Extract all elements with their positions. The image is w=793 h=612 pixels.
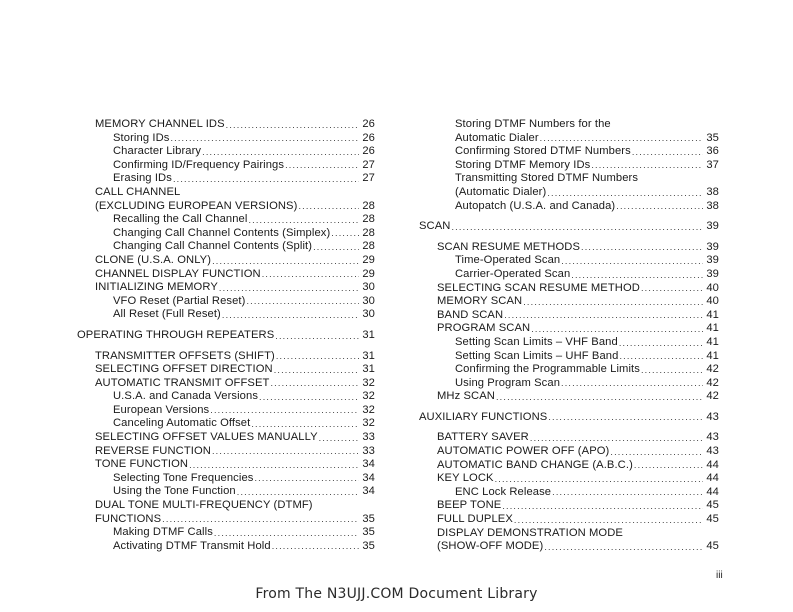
toc-entry-page: 43	[706, 445, 719, 458]
toc-entry-title: FUNCTIONS	[95, 512, 162, 525]
dot-leader	[173, 174, 359, 184]
dot-leader	[619, 351, 703, 361]
dot-leader	[552, 487, 703, 497]
dot-leader	[298, 201, 359, 211]
toc-entry	[419, 350, 719, 364]
toc-entry-page: 41	[706, 349, 719, 362]
dot-leader	[254, 473, 359, 483]
toc-entry-page: 33	[362, 431, 375, 444]
toc-entry-page: 28	[362, 199, 375, 212]
dot-leader	[619, 338, 703, 348]
toc-entry	[419, 486, 719, 500]
toc-entry	[419, 268, 719, 282]
dot-leader	[544, 542, 703, 552]
toc-entry-title: AUTOMATIC POWER OFF (APO)	[437, 445, 610, 458]
toc-entry	[419, 431, 719, 445]
toc-entry-page: 42	[706, 390, 719, 403]
toc-entry-page: 42	[706, 376, 719, 389]
toc-entry-page: 32	[362, 390, 375, 403]
toc-entry-title: ENC Lock Release	[455, 485, 552, 498]
dot-leader	[210, 405, 359, 415]
toc-entry	[77, 377, 375, 391]
toc-entry-title: TRANSMITTER OFFSETS (SHIFT)	[95, 349, 275, 362]
toc-entry-title: BAND SCAN	[437, 308, 504, 321]
toc-entry-page: 45	[706, 499, 719, 512]
toc-entry-title: MHz SCAN	[437, 390, 495, 403]
dot-leader	[237, 487, 359, 497]
toc-entry	[419, 540, 719, 554]
dot-leader	[212, 446, 359, 456]
toc-entry	[77, 499, 375, 513]
toc-entry	[419, 309, 719, 323]
dot-leader	[226, 120, 359, 130]
toc-entry-page: 28	[362, 213, 375, 226]
toc-entry-title: (Automatic Dialer)	[455, 185, 547, 198]
toc-entry	[77, 329, 375, 343]
toc-entry-title: KEY LOCK	[437, 472, 494, 485]
dot-leader	[561, 378, 703, 388]
toc-entry	[77, 308, 375, 322]
dot-leader	[530, 433, 703, 443]
toc-entry-title: (EXCLUDING EUROPEAN VERSIONS)	[95, 199, 298, 212]
toc-entry-title: Using Program Scan	[455, 376, 561, 389]
toc-entry-page: 36	[706, 145, 719, 158]
toc-entry-title: Setting Scan Limits – UHF Band	[455, 349, 619, 362]
toc-entry-page: 35	[706, 131, 719, 144]
toc-entry-page: 28	[362, 226, 375, 239]
toc-entry	[419, 145, 719, 159]
toc-entry-page: 45	[706, 540, 719, 553]
toc-entry-page: 43	[706, 431, 719, 444]
dot-leader	[313, 242, 359, 252]
toc-entry	[419, 499, 719, 513]
toc-entry	[419, 336, 719, 350]
dot-leader	[548, 412, 703, 422]
toc-entry-title: Changing Call Channel Contents (Split)	[113, 240, 313, 253]
toc-entry-page: 34	[362, 471, 375, 484]
toc-entry-page: 41	[706, 322, 719, 335]
toc-entry-title: Confirming ID/Frequency Pairings	[113, 158, 285, 171]
dot-leader	[581, 242, 703, 252]
toc-entry-page: 37	[706, 158, 719, 171]
toc-entry-page: 35	[362, 539, 375, 552]
toc-entry	[77, 186, 375, 200]
toc-entry	[419, 527, 719, 541]
dot-leader	[219, 283, 359, 293]
toc-entry	[77, 390, 375, 404]
toc-entry	[77, 431, 375, 445]
toc-left-column	[77, 118, 375, 553]
toc-entry-page: 35	[362, 512, 375, 525]
toc-entry	[419, 220, 719, 234]
toc-entry-title: Selecting Tone Frequencies	[113, 471, 254, 484]
toc-entry-page: 44	[706, 485, 719, 498]
toc-entry-title: Recalling the Call Channel	[113, 213, 248, 226]
toc-entry-page: 41	[706, 308, 719, 321]
toc-entry	[77, 200, 375, 214]
toc-entry-title: INITIALIZING MEMORY	[95, 281, 218, 294]
toc-entry-title: Using the Tone Function	[113, 485, 236, 498]
toc-entry-title: AUXILIARY FUNCTIONS	[419, 410, 548, 423]
toc-entry-page: 40	[706, 295, 719, 308]
toc-entry	[77, 472, 375, 486]
toc-entry	[419, 172, 719, 186]
toc-entry	[77, 159, 375, 173]
toc-entry	[77, 254, 375, 268]
toc-entry	[77, 485, 375, 499]
dot-leader	[616, 201, 703, 211]
toc-entry-title: Storing DTMF Numbers for the	[455, 118, 611, 130]
toc-entry-page: 43	[706, 410, 719, 423]
toc-entry-page: 41	[706, 335, 719, 348]
toc-entry-page: 39	[706, 240, 719, 253]
toc-entry-page: 31	[362, 328, 375, 341]
toc-entry-title: CHANNEL DISPLAY FUNCTION	[95, 267, 261, 280]
dot-leader	[591, 160, 703, 170]
toc-entry-page: 44	[706, 472, 719, 485]
toc-entry-title: SCAN	[419, 220, 451, 233]
toc-entry-page: 42	[706, 363, 719, 376]
dot-leader	[531, 324, 703, 334]
toc-entry-page: 31	[362, 349, 375, 362]
toc-entry-page: 34	[362, 485, 375, 498]
dot-leader	[270, 378, 359, 388]
toc-entry-title: BATTERY SAVER	[437, 431, 529, 444]
toc-entry-title: DUAL TONE MULTI-FREQUENCY (DTMF)	[95, 499, 313, 512]
toc-entry-title: Transmitting Stored DTMF Numbers	[455, 172, 639, 185]
toc-entry-title: AUTOMATIC TRANSMIT OFFSET	[95, 376, 270, 389]
toc-entry	[77, 295, 375, 309]
toc-entry-page: 26	[362, 145, 375, 158]
toc-entry-page: 34	[362, 458, 375, 471]
toc-entry-page: 30	[362, 308, 375, 321]
toc-entry-page: 44	[706, 458, 719, 471]
toc-entry-title: U.S.A. and Canada Versions	[113, 390, 259, 403]
toc-entry	[77, 458, 375, 472]
toc-entry-title: VFO Reset (Partial Reset)	[113, 294, 246, 307]
toc-entry	[419, 118, 719, 132]
toc-entry-title: Changing Call Channel Contents (Simplex)	[113, 226, 331, 239]
dot-leader	[561, 256, 703, 266]
toc-entry	[77, 213, 375, 227]
page-number: iii	[716, 570, 723, 581]
toc-entry-page: 27	[362, 158, 375, 171]
toc-entry	[419, 295, 719, 309]
toc-entry-title: PROGRAM SCAN	[437, 322, 531, 335]
toc-entry-title: Automatic Dialer	[455, 131, 539, 144]
dot-leader	[272, 541, 359, 551]
toc-entry-page: 32	[362, 417, 375, 430]
toc-entry-title: Setting Scan Limits – VHF Band	[455, 335, 618, 348]
toc-entry-title: Canceling Automatic Offset	[113, 417, 251, 430]
dot-leader	[202, 147, 359, 157]
toc-entry-title: FULL DUPLEX	[437, 513, 513, 526]
dot-leader	[262, 269, 359, 279]
dot-leader	[189, 460, 359, 470]
toc-entry-page: 45	[706, 513, 719, 526]
toc-entry	[77, 526, 375, 540]
toc-entry-page: 26	[362, 131, 375, 144]
dot-leader	[170, 133, 359, 143]
toc-entry-page: 30	[362, 294, 375, 307]
dot-leader	[251, 419, 359, 429]
toc-entry	[77, 132, 375, 146]
dot-leader	[248, 215, 359, 225]
toc-entry-title: MEMORY SCAN	[437, 295, 523, 308]
toc-entry-title: SELECTING OFFSET VALUES MANUALLY	[95, 431, 318, 444]
dot-leader	[275, 331, 359, 341]
dot-leader	[632, 147, 703, 157]
toc-entry-title: CLONE (U.S.A. ONLY)	[95, 253, 212, 266]
toc-entry	[419, 445, 719, 459]
toc-entry-title: DISPLAY DEMONSTRATION MODE	[437, 526, 623, 539]
dot-leader	[451, 222, 703, 232]
toc-entry-title: SELECTING SCAN RESUME METHOD	[437, 281, 640, 294]
toc-entry	[77, 445, 375, 459]
toc-entry	[77, 240, 375, 254]
dot-leader	[274, 365, 359, 375]
toc-entry	[77, 363, 375, 377]
toc-entry-page: 33	[362, 444, 375, 457]
dot-leader	[523, 297, 703, 307]
toc-entry	[419, 254, 719, 268]
toc-entry-title: Making DTMF Calls	[113, 526, 213, 539]
toc-entry-title: TONE FUNCTION	[95, 458, 189, 471]
toc-entry-title: Confirming the Programmable Limits	[455, 363, 640, 376]
toc-entry	[77, 513, 375, 527]
dot-leader	[212, 256, 359, 266]
toc-entry-title: SELECTING OFFSET DIRECTION	[95, 363, 273, 376]
toc-entry	[77, 404, 375, 418]
toc-entry	[419, 186, 719, 200]
toc-entry-title: AUTOMATIC BAND CHANGE (A.B.C.)	[437, 458, 633, 471]
toc-entry-title: Erasing IDs	[113, 172, 172, 185]
dot-leader	[331, 228, 359, 238]
toc-entry-page: 31	[362, 363, 375, 376]
toc-entry-page: 30	[362, 281, 375, 294]
toc-entry	[77, 268, 375, 282]
dot-leader	[495, 474, 703, 484]
dot-leader	[222, 310, 359, 320]
toc-entry-page: 39	[706, 267, 719, 280]
toc-entry-title: Autopatch (U.S.A. and Canada)	[455, 199, 616, 212]
footer-caption: From The N3UJJ.COM Document Library	[255, 586, 538, 602]
toc-entry-page: 39	[706, 220, 719, 233]
toc-entry	[419, 132, 719, 146]
toc-entry	[419, 390, 719, 404]
dot-leader	[641, 283, 703, 293]
toc-entry-page: 27	[362, 172, 375, 185]
toc-entry-page: 32	[362, 376, 375, 389]
toc-entry-page: 26	[362, 118, 375, 130]
toc-entry-title: Time-Operated Scan	[455, 254, 561, 267]
toc-entry	[419, 411, 719, 425]
toc-entry-title: BEEP TONE	[437, 499, 502, 512]
toc-entry	[77, 540, 375, 554]
toc-entry	[77, 350, 375, 364]
toc-entry-page: 38	[706, 185, 719, 198]
toc-entry-title: Storing IDs	[113, 131, 170, 144]
toc-entry	[77, 145, 375, 159]
dot-leader	[502, 501, 703, 511]
toc-entry	[419, 200, 719, 214]
dot-leader	[214, 528, 359, 538]
dot-leader	[540, 133, 703, 143]
toc-entry	[419, 322, 719, 336]
dot-leader	[504, 310, 703, 320]
toc-entry	[419, 459, 719, 473]
dot-leader	[571, 270, 703, 280]
toc-entry	[419, 513, 719, 527]
toc-entry	[419, 241, 719, 255]
dot-leader	[634, 460, 703, 470]
dot-leader	[246, 296, 359, 306]
toc-entry-title: Confirming Stored DTMF Numbers	[455, 145, 631, 158]
toc-entry-title: SCAN RESUME METHODS	[437, 240, 580, 253]
toc-entry-title: REVERSE FUNCTION	[95, 444, 211, 457]
dot-leader	[496, 392, 703, 402]
toc-right-column	[419, 118, 719, 554]
toc-entry-title: Activating DTMF Transmit Hold	[113, 539, 271, 552]
dot-leader	[285, 160, 359, 170]
toc-entry-page: 32	[362, 403, 375, 416]
dot-leader	[259, 392, 359, 402]
toc-entry-page: 39	[706, 254, 719, 267]
toc-entry-page: 38	[706, 199, 719, 212]
toc-entry-title: European Versions	[113, 403, 210, 416]
toc-entry	[419, 282, 719, 296]
dot-leader	[162, 514, 359, 524]
dot-leader	[514, 515, 703, 525]
toc-entry-title: (SHOW-OFF MODE)	[437, 540, 544, 553]
toc-entry-title: Carrier-Operated Scan	[455, 267, 571, 280]
toc-entry-page: 28	[362, 240, 375, 253]
toc-entry-page: 29	[362, 253, 375, 266]
toc-entry-title: Storing DTMF Memory IDs	[455, 158, 591, 171]
toc-entry	[419, 159, 719, 173]
dot-leader	[610, 447, 703, 457]
dot-leader	[319, 433, 359, 443]
toc-entry-title: MEMORY CHANNEL IDS	[95, 118, 225, 130]
dot-leader	[547, 188, 703, 198]
toc-entry	[77, 281, 375, 295]
dot-leader	[276, 351, 359, 361]
toc-entry-page: 35	[362, 526, 375, 539]
toc-entry	[77, 172, 375, 186]
toc-entry-title: Character Library	[113, 145, 202, 158]
toc-entry-title: CALL CHANNEL	[95, 185, 181, 198]
toc-entry	[419, 363, 719, 377]
toc-entry	[419, 472, 719, 486]
toc-entry-title: All Reset (Full Reset)	[113, 308, 221, 321]
toc-entry	[419, 377, 719, 391]
toc-entry	[77, 118, 375, 132]
toc-entry	[77, 227, 375, 241]
toc-entry-page: 29	[362, 267, 375, 280]
toc-entry	[77, 417, 375, 431]
dot-leader	[641, 365, 703, 375]
toc-entry-title: OPERATING THROUGH REPEATERS	[77, 328, 275, 341]
toc-entry-page: 40	[706, 281, 719, 294]
